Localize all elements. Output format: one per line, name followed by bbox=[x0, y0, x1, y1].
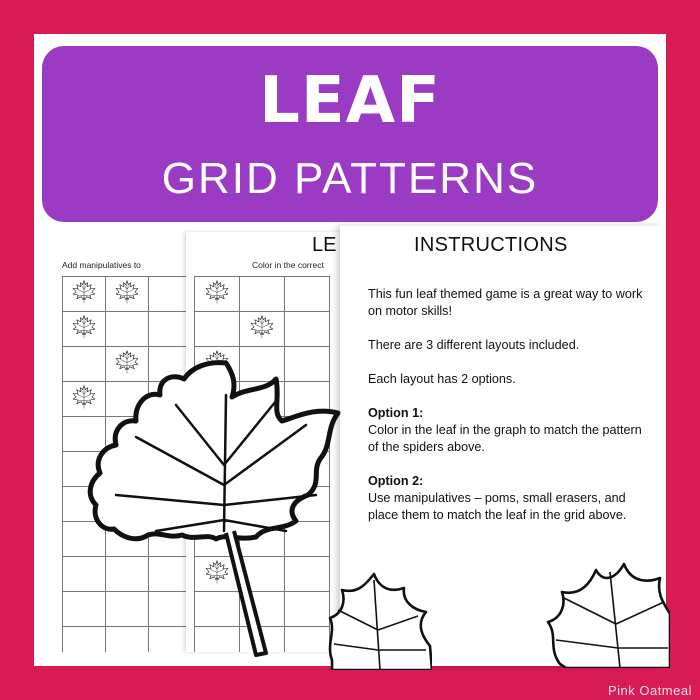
grid-cell bbox=[105, 277, 148, 312]
grid-cell bbox=[63, 312, 106, 347]
option2-text: Use manipulatives – poms, small erasers, and place them to match the leaf in the grid above. bbox=[368, 491, 627, 522]
maple-leaf-icon bbox=[249, 314, 275, 340]
title-banner bbox=[42, 46, 658, 222]
maple-leaf-icon bbox=[76, 355, 346, 665]
instructions-body bbox=[368, 286, 648, 541]
instructions-intro: This fun leaf themed game is a great way to work on motor skills! bbox=[368, 287, 643, 318]
maple-leaf-icon bbox=[540, 548, 670, 668]
grid-cell bbox=[240, 312, 285, 347]
banner-title: LEAF bbox=[259, 64, 441, 138]
grid-cell bbox=[195, 312, 240, 347]
grid-cell bbox=[63, 277, 106, 312]
instructions-title: INSTRUCTIONS bbox=[414, 234, 568, 256]
maple-leaf-icon bbox=[322, 570, 432, 670]
maple-leaf-icon bbox=[114, 279, 140, 305]
sheet2-heading: LE bbox=[312, 234, 337, 256]
maple-leaf-icon bbox=[71, 314, 97, 340]
sheet1-instruction: Add manipulatives to bbox=[62, 260, 141, 270]
maple-leaf-icon bbox=[71, 279, 97, 305]
instructions-options: Each layout has 2 options. bbox=[368, 372, 516, 386]
grid-cell bbox=[148, 277, 188, 312]
brand-credit: Pink Oatmeal bbox=[607, 683, 692, 698]
sheet2-instruction: Color in the correct bbox=[252, 260, 324, 270]
banner-subtitle: GRID PATTERNS bbox=[161, 154, 539, 203]
grid-cell bbox=[285, 277, 330, 312]
maple-leaf-icon bbox=[204, 279, 230, 305]
option1-label: Option 1: bbox=[368, 406, 424, 420]
grid-cell bbox=[105, 312, 148, 347]
grid-cell bbox=[148, 312, 188, 347]
grid-cell bbox=[195, 277, 240, 312]
instructions-layouts: There are 3 different layouts included. bbox=[368, 338, 580, 352]
grid-cell bbox=[240, 277, 285, 312]
grid-cell bbox=[285, 312, 330, 347]
option2-label: Option 2: bbox=[368, 474, 424, 488]
option1-text: Color in the leaf in the graph to match the pattern of the spiders above. bbox=[368, 423, 642, 454]
